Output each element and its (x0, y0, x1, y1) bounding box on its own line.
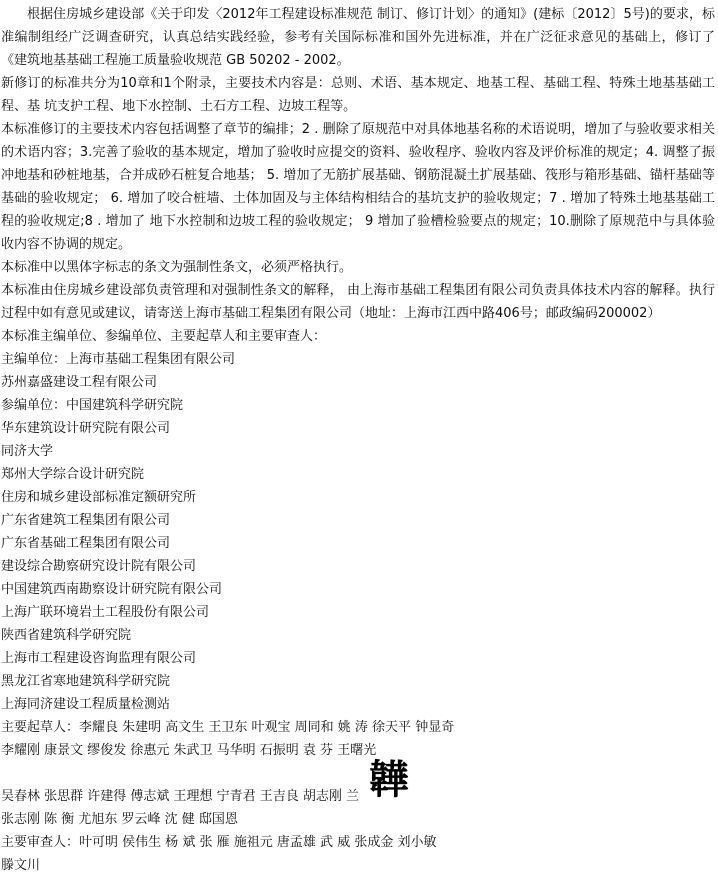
unit-chief-editor: 主编单位：上海市基础工程集团有限公司 (1, 352, 236, 367)
drafters-line: 张志刚 陈 衡 尤旭东 罗云峰 沈 健 邸国恩 (1, 812, 238, 827)
unit-item: 苏州嘉盛建设工程有限公司 (1, 375, 158, 390)
unit-item: 建设综合勘察研究设计院有限公司 (1, 559, 197, 574)
unit-participating-editor: 参编单位：中国建筑科学研究院 (1, 398, 184, 413)
unit-item: 郑州大学综合设计研究院 (1, 467, 145, 482)
unit-item: 华东建筑设计研究院有限公司 (1, 421, 171, 436)
revision-content-paragraph: 本标准修订的主要技术内容包括调整了章节的编排；2 . 删除了原规范中对具体地基名称的术语说明，增加了与验收要求相关的术语内容；3.完善了验收的基本规定，增加了验收时应提交的资料、验收程序、验收内容及评价标准的规定；4. 调整了振冲地基和砂桩地基，合并成砂石桩复合地基； 5. 增加了无筋扩展基础、钢筋混凝土扩展基础、筏形与箱形基础、锚杆基础等基础的验收规定； 6. 增加了咬合桩墙、土体加固及与主体结构相结合的基坑支护的验收规定；7 . 增加了特殊土地基基础工程的验收规定;8 . 增加了 地下水控制和边坡工程的验收规定； 9 增加了验槽检验要点的规定；10.删除了原规范中与具体验收内容不协调的规定。 (1, 122, 715, 252)
drafters-line: 吴春林 张思群 许建得 傅志斌 王理想 宁青君 王吉良 胡志刚 兰 (1, 789, 360, 804)
unit-item: 同济大学 (1, 444, 54, 459)
unit-item: 陕西省建筑科学研究院 (1, 628, 132, 643)
unit-item: 上海市工程建设咨询监理有限公司 (1, 651, 197, 666)
unit-item: 黑龙江省寒地建筑科学研究院 (1, 674, 171, 689)
unit-item: 住房和城乡建设部标准定额研究所 (1, 490, 197, 505)
participants-heading: 本标准主编单位、参编单位、主要起草人和主要审查人： (1, 329, 327, 344)
mandatory-clause-paragraph: 本标准中以黑体字标志的条文为强制性条文，必须严格执行。 (1, 260, 353, 275)
reviewers-line: 滕文川 (1, 858, 41, 873)
unit-item: 广东省建筑工程集团有限公司 (1, 513, 171, 528)
intro-paragraph: 根据住房城乡建设部《关于印发〈2012年工程建设标准规范 制订、修订计划〉的通知》(建标〔2012〕5号)的要求，标准编制组经广泛调查研究，认真总结实践经验，参考有关国际标准和国外先进标准，并在广泛征求意见的基础上，修订了《建筑地基基础工程施工质量验收规范 GB 50202 - 2002。 (1, 7, 715, 68)
unit-item: 上海广联环境岩土工程股份有限公司 (1, 605, 210, 620)
chapters-paragraph: 新修订的标准共分为10章和1个附录，主要技术内容是：总则、术语、基本规定、地基工程、基础工程、特殊土地基基础工程、基 坑支护工程、地下水控制、土石方工程、边坡工程等。 (1, 76, 715, 114)
management-paragraph: 本标准由住房城乡建设部负责管理和对强制性条文的解释， 由上海市基础工程集团有限公司负责具体技术内容的解释。执行过程中如有意见或建议，请寄送上海市基础工程集团有限公司（地址：上海市江西中路406号；邮政编码200002） (1, 283, 715, 321)
unit-item: 中国建筑西南勘察设计研究院有限公司 (1, 582, 223, 597)
drafters-line: 李耀刚 康景文 缪俊发 徐惠元 朱武卫 马华明 石振明 袁 芬 王曙光 (1, 743, 377, 758)
unit-item: 广东省基础工程集团有限公司 (1, 536, 171, 551)
unit-list (1, 348, 715, 716)
reviewers-section (1, 831, 715, 877)
reviewers-line: 主要审查人：叶可明 侯伟生 杨 斌 张 雁 施祖元 唐孟雄 武 威 张成金 刘小敏 (1, 835, 437, 850)
drafters-signature-row (1, 756, 715, 808)
drafters-section (1, 716, 715, 831)
unit-item: 上海同济建设工程质量检测站 (1, 697, 171, 712)
large-name-character: 韡 (369, 756, 410, 803)
drafters-line: 主要起草人：李耀良 朱建明 高文生 王卫东 叶观宝 周同和 姚 涛 徐天平 钟显奇 (1, 720, 455, 735)
